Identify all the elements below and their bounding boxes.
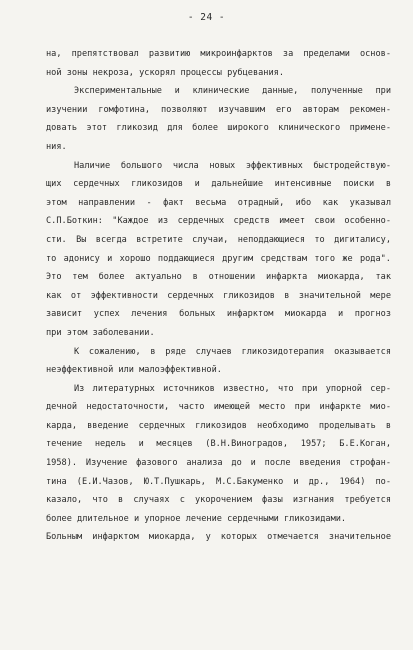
text-line: на, препятствовал развитию микроинфарктов за пределами основ- [46, 49, 391, 59]
text-line: более длительное и упорное лечение сердечными гликозидами. [46, 513, 347, 524]
text-line: К сожалению, в ряде случаев гликозидотерапия оказывается [74, 346, 391, 357]
text-line: сти. Вы всегда встретите случаи, неподдающиеся то дигиталису, [46, 234, 391, 245]
text-line: как от эффективности сердечных гликозидов в значительной мере [46, 290, 391, 301]
text-line: изучении гомфотина, позволяют изучавшим его авторам рекомен- [46, 104, 391, 115]
body-text [46, 45, 391, 547]
text-line: тина (Е.И.Чазов, Ю.Т.Пушкарь, М.С.Бакуменко и др., 1964) по- [46, 476, 391, 487]
text-line: довать этот гликозид для более широкого клинического примене- [46, 123, 391, 134]
page-number: - 24 - [187, 12, 226, 23]
text-line: Наличие большого числа новых эффективных быстродействую- [74, 160, 391, 171]
text-line: Из литературных источников известно, что при упорной сер- [74, 383, 391, 394]
text-line: карда, введение сердечных гликозидов необходимо проделывать в [46, 420, 391, 431]
text-line: С.П.Боткин: "Каждое из сердечных средств имеет свои особенно- [46, 216, 391, 227]
text-line: 1958). Изучение фазового анализа до и после введения строфан- [46, 458, 391, 469]
text-line: Это тем более актуально в отношении инфаркта миокарда, так [46, 272, 391, 283]
text-line: то адонису и хорошо поддающиеся другим средствам того же рода". [46, 253, 391, 264]
text-line: течение недель и месяцев (В.Н.Виноградов, 1957; Б.Е.Коган, [46, 439, 391, 450]
text-line: при этом заболевании. [46, 327, 155, 338]
text-line: щих сердечных гликозидов и дальнейшие интенсивные поиски в [46, 179, 391, 190]
text-line: Больным инфарктом миокарда, у которых отмечается значительное [46, 532, 391, 543]
text-line: неэффективной или малоэффективной. [46, 365, 222, 376]
text-line: дечной недостаточности, часто имеющей место при инфаркте мио- [46, 402, 391, 413]
text-line: ной зоны некроза, ускорял процессы рубцевания. [46, 67, 284, 78]
text-line: зависит успех лечения больных инфарктом миокарда и прогноз [46, 309, 391, 320]
text-line: казало, что в случаях с укорочением фазы изгнания требуется [46, 495, 391, 506]
text-line: Экспериментальные и клинические данные, полученные при [74, 86, 391, 97]
text-line: ния. [46, 141, 67, 152]
text-line: этом направлении - факт весьма отрадный, ибо как указывал [46, 197, 391, 208]
